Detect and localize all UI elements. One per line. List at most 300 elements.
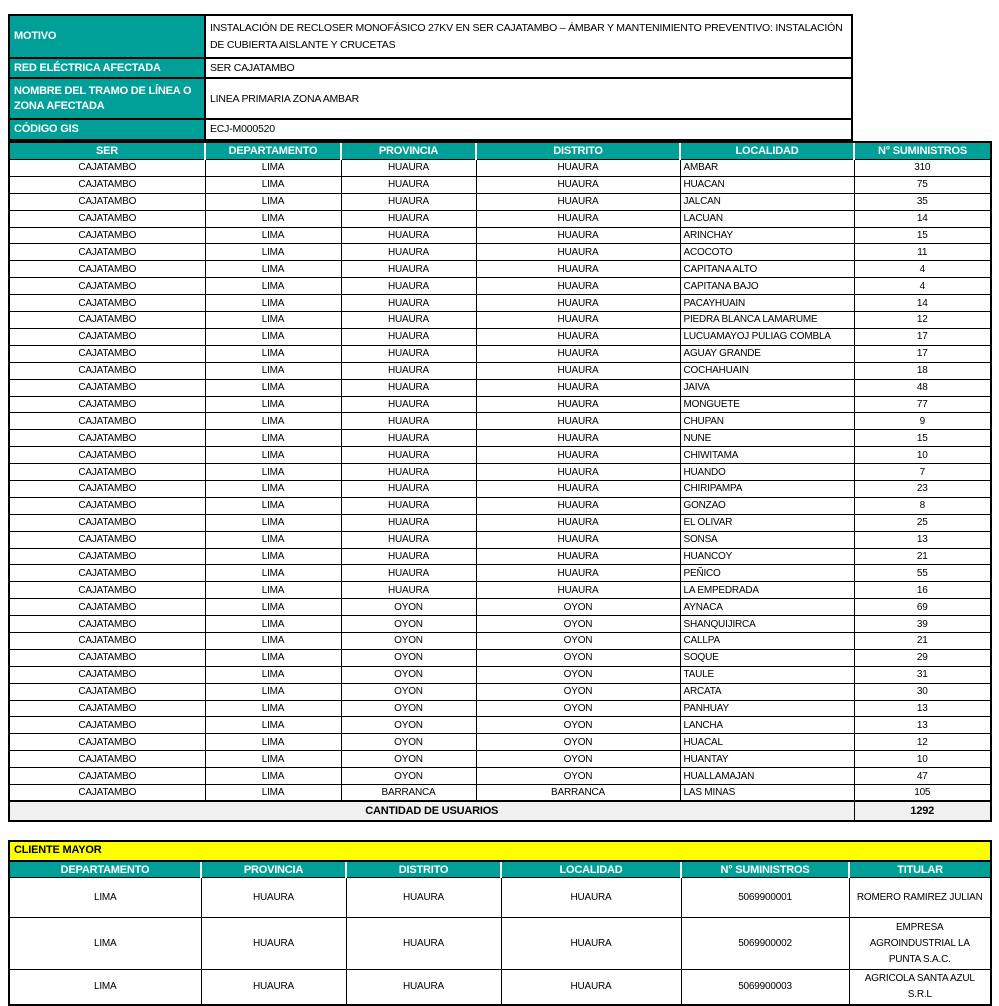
data-cell: CAJATAMBO — [9, 700, 205, 717]
data-cell: OYON — [476, 616, 680, 633]
data-cell: HUAURA — [476, 244, 680, 261]
data-cell: 55 — [854, 565, 991, 582]
info-label: CÓDIGO GIS — [9, 119, 205, 139]
data-cell: HUAURA — [476, 565, 680, 582]
data-cell: 75 — [854, 176, 991, 193]
locality-cell: HUACAL — [680, 734, 854, 751]
data-cell: HUAURA — [476, 160, 680, 177]
data-cell: LIMA — [9, 970, 201, 1006]
data-cell: LIMA — [205, 447, 341, 464]
data-cell: OYON — [476, 751, 680, 768]
locality-cell: SHANQUIJIRCA — [680, 616, 854, 633]
data-cell: OYON — [341, 751, 476, 768]
data-cell: CAJATAMBO — [9, 565, 205, 582]
data-cell: HUAURA — [201, 918, 346, 970]
info-row-1 — [9, 58, 852, 78]
table-row — [9, 379, 991, 396]
table-row — [9, 514, 991, 531]
data-cell: CAJATAMBO — [9, 328, 205, 345]
data-cell: CAJATAMBO — [9, 632, 205, 649]
data-cell: CAJATAMBO — [9, 717, 205, 734]
locality-cell: AYNACA — [680, 599, 854, 616]
data-cell: OYON — [341, 768, 476, 785]
data-cell: HUAURA — [476, 379, 680, 396]
data-cell: HUAURA — [341, 312, 476, 329]
table-row — [9, 649, 991, 666]
table-row — [9, 447, 991, 464]
locality-cell: LA EMPEDRADA — [680, 582, 854, 599]
table-row — [9, 582, 991, 599]
data-cell: LIMA — [205, 160, 341, 177]
data-cell: CAJATAMBO — [9, 210, 205, 227]
locality-cell: CALLPA — [680, 632, 854, 649]
data-cell: 47 — [854, 768, 991, 785]
locality-cell: LAS MINAS — [680, 784, 854, 801]
data-cell: 15 — [854, 227, 991, 244]
header-cell: LOCALIDAD — [680, 142, 854, 160]
data-cell: HUAURA — [341, 497, 476, 514]
titular-cell: EMPRESA AGROINDUSTRIAL LA PUNTA S.A.C. — [849, 918, 991, 970]
locality-cell: CHUPAN — [680, 413, 854, 430]
table-row — [9, 328, 991, 345]
data-cell: 10 — [854, 447, 991, 464]
data-cell: OYON — [476, 717, 680, 734]
locality-cell: ARCATA — [680, 683, 854, 700]
locality-cell: SONSA — [680, 531, 854, 548]
data-cell: OYON — [341, 649, 476, 666]
data-cell: HUAURA — [341, 244, 476, 261]
data-cell: CAJATAMBO — [9, 464, 205, 481]
data-cell: CAJATAMBO — [9, 413, 205, 430]
data-cell: CAJATAMBO — [9, 278, 205, 295]
data-cell: LIMA — [205, 210, 341, 227]
data-cell: HUAURA — [476, 210, 680, 227]
data-cell: LIMA — [205, 768, 341, 785]
data-cell: 13 — [854, 531, 991, 548]
locality-cell: ARINCHAY — [680, 227, 854, 244]
data-cell: HUAURA — [476, 447, 680, 464]
data-cell: HUAURA — [476, 261, 680, 278]
table-row — [9, 751, 991, 768]
supplies-table-body — [9, 160, 991, 802]
data-cell: 17 — [854, 328, 991, 345]
data-cell: LIMA — [205, 379, 341, 396]
data-cell: HUAURA — [341, 447, 476, 464]
header-cell: SER — [9, 142, 205, 160]
data-cell: LIMA — [205, 396, 341, 413]
data-cell: HUAURA — [341, 430, 476, 447]
data-cell: LIMA — [205, 666, 341, 683]
data-cell: CAJATAMBO — [9, 261, 205, 278]
info-value: INSTALACIÓN DE RECLOSER MONOFÁSICO 27KV EN SER CAJATAMBO – ÁMBAR Y MANTENIMIENTO PREVENTIVO: INSTALACIÓN DE CUBIERTA AISLANTE Y CRUCETAS — [205, 15, 852, 58]
table-row — [9, 160, 991, 177]
locality-cell: JALCAN — [680, 193, 854, 210]
data-cell: CAJATAMBO — [9, 345, 205, 362]
info-table-body — [9, 15, 852, 140]
data-cell: CAJATAMBO — [9, 531, 205, 548]
data-cell: OYON — [341, 632, 476, 649]
data-cell: 10 — [854, 751, 991, 768]
data-cell: CAJATAMBO — [9, 666, 205, 683]
data-cell: HUAURA — [476, 396, 680, 413]
data-cell: LIMA — [205, 751, 341, 768]
data-cell: 5069900003 — [681, 970, 849, 1006]
data-cell: HUAURA — [341, 160, 476, 177]
data-cell: HUAURA — [341, 379, 476, 396]
table-row — [9, 548, 991, 565]
data-cell: CAJATAMBO — [9, 160, 205, 177]
data-cell: HUAURA — [501, 918, 681, 970]
data-cell: LIMA — [205, 464, 341, 481]
locality-cell: HUANDO — [680, 464, 854, 481]
data-cell: OYON — [341, 734, 476, 751]
data-cell: OYON — [341, 616, 476, 633]
data-cell: CAJATAMBO — [9, 447, 205, 464]
data-cell: 105 — [854, 784, 991, 801]
data-cell: CAJATAMBO — [9, 784, 205, 801]
locality-cell: LUCUAMAYOJ PULIAG COMBLA — [680, 328, 854, 345]
data-cell: LIMA — [205, 565, 341, 582]
supplies-table — [8, 141, 992, 823]
data-cell: 23 — [854, 480, 991, 497]
table-row — [9, 396, 991, 413]
data-cell: HUAURA — [341, 582, 476, 599]
cliente-mayor-title-row — [9, 841, 991, 861]
cliente-mayor-row — [9, 878, 991, 918]
locality-cell: HUANCOY — [680, 548, 854, 565]
header-cell: DISTRITO — [346, 861, 501, 878]
data-cell: LIMA — [205, 616, 341, 633]
locality-cell: HUACAN — [680, 176, 854, 193]
titular-cell: AGRICOLA SANTA AZUL S.R.L — [849, 970, 991, 1006]
data-cell: LIMA — [205, 531, 341, 548]
data-cell: 16 — [854, 582, 991, 599]
data-cell: HUAURA — [341, 261, 476, 278]
info-table — [8, 14, 853, 141]
table-row — [9, 312, 991, 329]
locality-cell: MONGUETE — [680, 396, 854, 413]
cliente-mayor-header-row — [9, 861, 991, 878]
locality-cell: PACAYHUAIN — [680, 295, 854, 312]
table-row — [9, 565, 991, 582]
data-cell: BARRANCA — [476, 784, 680, 801]
locality-cell: PEÑICO — [680, 565, 854, 582]
locality-cell: LANCHA — [680, 717, 854, 734]
data-cell: 30 — [854, 683, 991, 700]
data-cell: 21 — [854, 548, 991, 565]
table-row — [9, 278, 991, 295]
data-cell: OYON — [476, 768, 680, 785]
data-cell: HUAURA — [501, 878, 681, 918]
data-cell: HUAURA — [476, 278, 680, 295]
data-cell: HUAURA — [341, 345, 476, 362]
table-row — [9, 413, 991, 430]
info-row-3 — [9, 119, 852, 139]
data-cell: OYON — [476, 632, 680, 649]
data-cell: HUAURA — [476, 582, 680, 599]
supplies-table-foot — [9, 801, 991, 821]
data-cell: LIMA — [205, 278, 341, 295]
locality-cell: HUALLAMAJAN — [680, 768, 854, 785]
data-cell: CAJATAMBO — [9, 244, 205, 261]
table-row — [9, 227, 991, 244]
data-cell: 12 — [854, 312, 991, 329]
header-cell: LOCALIDAD — [501, 861, 681, 878]
data-cell: HUAURA — [341, 531, 476, 548]
data-cell: HUAURA — [476, 497, 680, 514]
table-row — [9, 768, 991, 785]
data-cell: HUAURA — [341, 464, 476, 481]
data-cell: LIMA — [205, 312, 341, 329]
data-cell: HUAURA — [341, 295, 476, 312]
data-cell: HUAURA — [476, 464, 680, 481]
data-cell: 14 — [854, 295, 991, 312]
data-cell: CAJATAMBO — [9, 480, 205, 497]
data-cell: HUAURA — [476, 328, 680, 345]
data-cell: CAJATAMBO — [9, 295, 205, 312]
data-cell: HUAURA — [476, 480, 680, 497]
data-cell: 17 — [854, 345, 991, 362]
table-row — [9, 295, 991, 312]
info-label: MOTIVO — [9, 15, 205, 58]
table-row — [9, 700, 991, 717]
table-row — [9, 176, 991, 193]
data-cell: LIMA — [205, 599, 341, 616]
locality-cell: TAULE — [680, 666, 854, 683]
data-cell: HUAURA — [476, 345, 680, 362]
data-cell: 39 — [854, 616, 991, 633]
table-row — [9, 210, 991, 227]
data-cell: 4 — [854, 278, 991, 295]
locality-cell: SOQUE — [680, 649, 854, 666]
data-cell: CAJATAMBO — [9, 362, 205, 379]
locality-cell: NUNE — [680, 430, 854, 447]
data-cell: OYON — [341, 683, 476, 700]
data-cell: LIMA — [9, 878, 201, 918]
table-row — [9, 497, 991, 514]
supplies-table-head — [9, 142, 991, 160]
data-cell: 11 — [854, 244, 991, 261]
data-cell: CAJATAMBO — [9, 599, 205, 616]
data-cell: HUAURA — [341, 514, 476, 531]
titular-cell: ROMERO RAMIREZ JULIAN — [849, 878, 991, 918]
data-cell: 9 — [854, 413, 991, 430]
data-cell: HUAURA — [476, 193, 680, 210]
data-cell: HUAURA — [341, 210, 476, 227]
data-cell: BARRANCA — [341, 784, 476, 801]
locality-cell: ACOCOTO — [680, 244, 854, 261]
table-row — [9, 362, 991, 379]
data-cell: CAJATAMBO — [9, 734, 205, 751]
section-gap — [8, 822, 999, 840]
data-cell: 4 — [854, 261, 991, 278]
data-cell: HUAURA — [476, 514, 680, 531]
total-value: 1292 — [854, 801, 991, 821]
data-cell: OYON — [476, 734, 680, 751]
header-cell: DEPARTAMENTO — [9, 861, 201, 878]
header-cell: N° SUMINISTROS — [681, 861, 849, 878]
data-cell: OYON — [476, 700, 680, 717]
locality-cell: CAPITANA BAJO — [680, 278, 854, 295]
table-row — [9, 193, 991, 210]
header-cell: DEPARTAMENTO — [205, 142, 341, 160]
data-cell: LIMA — [205, 734, 341, 751]
data-cell: CAJATAMBO — [9, 497, 205, 514]
table-row — [9, 244, 991, 261]
data-cell: LIMA — [205, 176, 341, 193]
data-cell: HUAURA — [341, 413, 476, 430]
data-cell: 5069900001 — [681, 878, 849, 918]
info-label: RED ELÉCTRICA AFECTADA — [9, 58, 205, 78]
locality-cell: LACUAN — [680, 210, 854, 227]
data-cell: LIMA — [205, 497, 341, 514]
data-cell: LIMA — [205, 649, 341, 666]
data-cell: HUAURA — [341, 565, 476, 582]
data-cell: LIMA — [205, 227, 341, 244]
data-cell: OYON — [341, 599, 476, 616]
data-cell: CAJATAMBO — [9, 683, 205, 700]
cliente-mayor-row — [9, 918, 991, 970]
data-cell: CAJATAMBO — [9, 616, 205, 633]
data-cell: CAJATAMBO — [9, 768, 205, 785]
data-cell: CAJATAMBO — [9, 227, 205, 244]
table-row — [9, 717, 991, 734]
data-cell: 13 — [854, 700, 991, 717]
data-cell: HUAURA — [476, 531, 680, 548]
data-cell: CAJATAMBO — [9, 548, 205, 565]
locality-cell: COCHAHUAIN — [680, 362, 854, 379]
locality-cell: CHIRIPAMPA — [680, 480, 854, 497]
data-cell: LIMA — [205, 514, 341, 531]
data-cell: CAJATAMBO — [9, 430, 205, 447]
data-cell: HUAURA — [341, 278, 476, 295]
data-cell: 48 — [854, 379, 991, 396]
info-value: ECJ-M000520 — [205, 119, 852, 139]
data-cell: LIMA — [205, 328, 341, 345]
data-cell: 310 — [854, 160, 991, 177]
data-cell: CAJATAMBO — [9, 176, 205, 193]
locality-cell: HUANTAY — [680, 751, 854, 768]
data-cell: 35 — [854, 193, 991, 210]
table-row — [9, 531, 991, 548]
table-row — [9, 345, 991, 362]
data-cell: 21 — [854, 632, 991, 649]
data-cell: HUAURA — [476, 176, 680, 193]
total-label: CANTIDAD DE USUARIOS — [9, 801, 854, 821]
total-row — [9, 801, 991, 821]
data-cell: CAJATAMBO — [9, 514, 205, 531]
data-cell: 69 — [854, 599, 991, 616]
data-cell: HUAURA — [341, 227, 476, 244]
table-row — [9, 616, 991, 633]
info-row-0 — [9, 15, 852, 58]
data-cell: HUAURA — [341, 176, 476, 193]
info-label: NOMBRE DEL TRAMO DE LÍNEA O ZONA AFECTADA — [9, 78, 205, 119]
cliente-mayor-row — [9, 970, 991, 1006]
data-cell: HUAURA — [341, 193, 476, 210]
locality-cell: PIEDRA BLANCA LAMARUME — [680, 312, 854, 329]
data-cell: 12 — [854, 734, 991, 751]
data-cell: LIMA — [205, 784, 341, 801]
data-cell: LIMA — [205, 295, 341, 312]
table-row — [9, 430, 991, 447]
data-cell: 8 — [854, 497, 991, 514]
data-cell: HUAURA — [201, 970, 346, 1006]
data-cell: LIMA — [205, 717, 341, 734]
locality-cell: PANHUAY — [680, 700, 854, 717]
table-row — [9, 261, 991, 278]
data-cell: LIMA — [205, 548, 341, 565]
data-cell: CAJATAMBO — [9, 751, 205, 768]
locality-cell: CHIWITAMA — [680, 447, 854, 464]
table-row — [9, 784, 991, 801]
data-cell: HUAURA — [476, 413, 680, 430]
data-cell: HUAURA — [476, 227, 680, 244]
data-cell: HUAURA — [501, 970, 681, 1006]
data-cell: 7 — [854, 464, 991, 481]
data-cell: LIMA — [9, 918, 201, 970]
data-cell: 18 — [854, 362, 991, 379]
info-row-2 — [9, 78, 852, 119]
header-cell: TITULAR — [849, 861, 991, 878]
data-cell: 29 — [854, 649, 991, 666]
data-cell: OYON — [476, 683, 680, 700]
data-cell: LIMA — [205, 632, 341, 649]
data-cell: LIMA — [205, 345, 341, 362]
data-cell: OYON — [476, 599, 680, 616]
data-cell: 77 — [854, 396, 991, 413]
data-cell: LIMA — [205, 413, 341, 430]
data-cell: LIMA — [205, 700, 341, 717]
table-row — [9, 480, 991, 497]
data-cell: LIMA — [205, 582, 341, 599]
cliente-mayor-table — [8, 840, 992, 1006]
data-cell: 13 — [854, 717, 991, 734]
data-cell: LIMA — [205, 261, 341, 278]
data-cell: CAJATAMBO — [9, 193, 205, 210]
supplies-header-row — [9, 142, 991, 160]
data-cell: HUAURA — [346, 970, 501, 1006]
locality-cell: CAPITANA ALTO — [680, 261, 854, 278]
data-cell: HUAURA — [346, 918, 501, 970]
data-cell: HUAURA — [341, 328, 476, 345]
data-cell: CAJATAMBO — [9, 312, 205, 329]
data-cell: OYON — [341, 700, 476, 717]
data-cell: 5069900002 — [681, 918, 849, 970]
data-cell: HUAURA — [341, 480, 476, 497]
table-row — [9, 599, 991, 616]
data-cell: LIMA — [205, 193, 341, 210]
data-cell: LIMA — [205, 362, 341, 379]
locality-cell: GONZAO — [680, 497, 854, 514]
data-cell: HUAURA — [201, 878, 346, 918]
header-cell: N° SUMINISTROS — [854, 142, 991, 160]
locality-cell: AMBAR — [680, 160, 854, 177]
data-cell: CAJATAMBO — [9, 649, 205, 666]
info-value: SER CAJATAMBO — [205, 58, 852, 78]
header-cell: PROVINCIA — [201, 861, 346, 878]
data-cell: HUAURA — [346, 878, 501, 918]
locality-cell: EL OLIVAR — [680, 514, 854, 531]
table-row — [9, 683, 991, 700]
data-cell: HUAURA — [476, 295, 680, 312]
data-cell: CAJATAMBO — [9, 582, 205, 599]
data-cell: LIMA — [205, 244, 341, 261]
data-cell: 14 — [854, 210, 991, 227]
data-cell: OYON — [341, 666, 476, 683]
cliente-mayor-title: CLIENTE MAYOR — [9, 841, 991, 861]
data-cell: 25 — [854, 514, 991, 531]
